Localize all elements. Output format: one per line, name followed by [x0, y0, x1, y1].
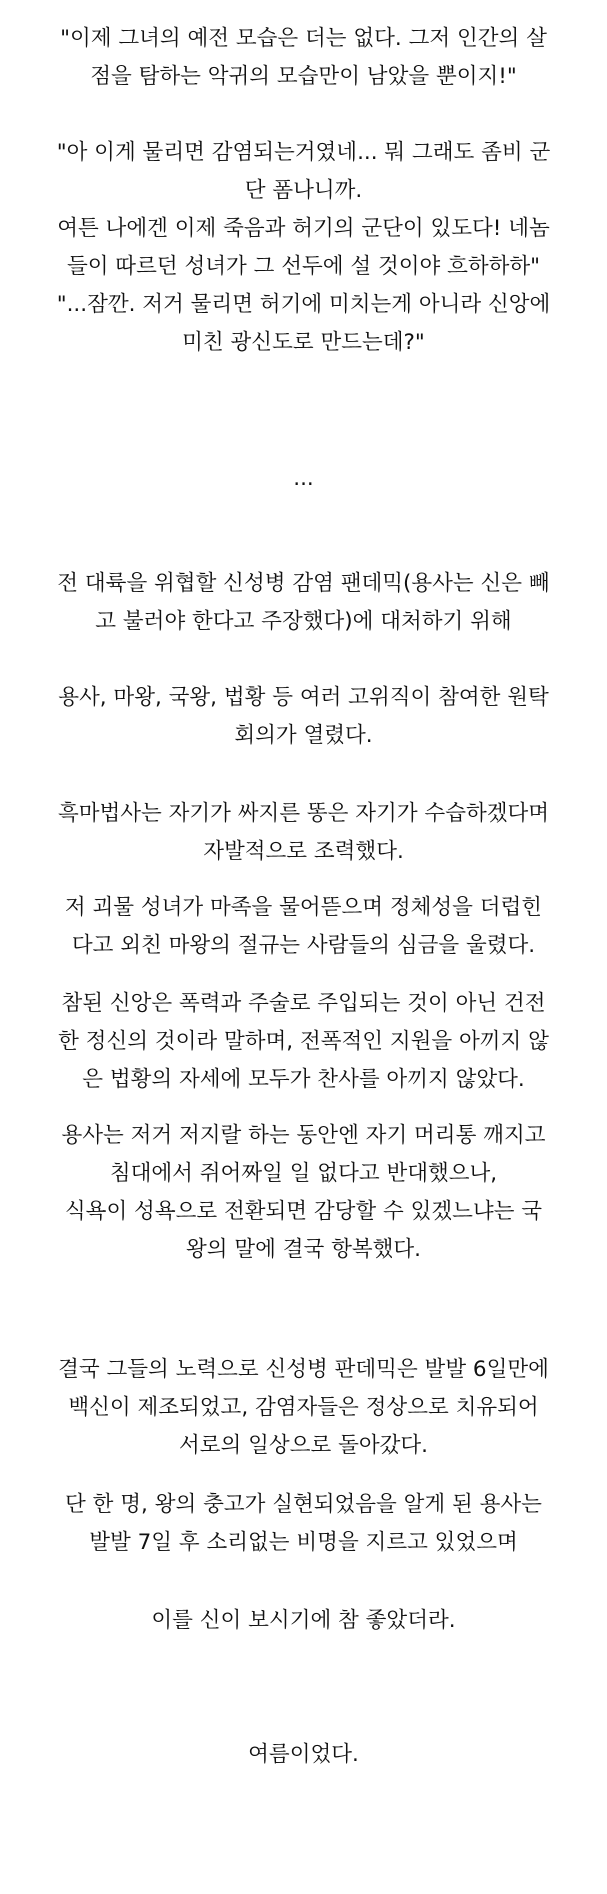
text-line: 고 불러야 한다고 주장했다)에 대처하기 위해 [95, 609, 512, 634]
paragraph-demon-speech [14, 20, 593, 96]
paragraph-zombie-army [14, 134, 593, 210]
text-line: 자발적으로 조력했다. [203, 839, 404, 864]
text-line: 침대에서 쥐어짜일 일 없다고 반대했으나, [109, 1161, 498, 1186]
text-line: 이를 신이 보시기에 참 좋았더라. [151, 1608, 456, 1633]
text-line: "...잠깐. 저거 물리면 허기에 미치는게 아니라 신앙에 [56, 292, 551, 317]
text-line: 용사, 마왕, 국왕, 법황 등 여러 고위직이 참여한 원탁 [58, 685, 549, 710]
text-line: 여튼 나에겐 이제 죽음과 허기의 군단이 있도다! 네놈 [57, 216, 550, 241]
text-line: 백신이 제조되었고, 감염자들은 정상으로 치유되어 [68, 1395, 539, 1420]
text-line: "아 이게 물리면 감염되는거였네... 뭐 그래도 좀비 군 [56, 140, 551, 165]
paragraph-pandemic-intro [14, 565, 593, 641]
text-line: 저 괴물 성녀가 마족을 물어뜯으며 정체성을 더럽힌 [64, 895, 543, 920]
text-line: 여름이었다. [248, 1742, 359, 1767]
text-line: 한 정신의 것이라 말하며, 전폭적인 지원을 아끼지 않 [58, 1029, 549, 1054]
paragraph-round-table [14, 679, 593, 755]
text-line: 용사는 저거 저지랄 하는 동안엔 자기 머리통 깨지고 [61, 1123, 546, 1148]
text-line: 회의가 열렸다. [234, 723, 373, 748]
text-line: 발발 7일 후 소리없는 비명을 지르고 있었으며 [89, 1530, 518, 1555]
text-line: 다고 외친 마왕의 절규는 사람들의 심금을 울렸다. [71, 933, 536, 958]
paragraph-god-pleased [14, 1602, 593, 1640]
text-line: "이제 그녀의 예전 모습은 더는 없다. 그저 인간의 살 [60, 26, 547, 51]
paragraph-ellipsis [14, 460, 593, 498]
paragraph-hero-objection [14, 1117, 593, 1193]
text-line: 서로의 일상으로 돌아갔다. [179, 1433, 428, 1458]
text-line: 단 한 명, 왕의 충고가 실현되었음을 알게 된 용사는 [65, 1492, 542, 1517]
paragraph-king-persuasion [14, 1193, 593, 1269]
paragraph-pope [14, 985, 593, 1099]
paragraph-vaccine [14, 1351, 593, 1465]
text-line: 흑마법사는 자기가 싸지른 똥은 자기가 수습하겠다며 [57, 801, 550, 826]
text-line: 식욕이 성욕으로 전환되면 감당할 수 있겠느냐는 국 [64, 1199, 543, 1224]
paragraph-wait-realization [14, 286, 593, 362]
text-line: ... [293, 466, 314, 491]
text-line: 전 대륙을 위협할 신성병 감염 팬데믹(용사는 신은 빼 [57, 571, 550, 596]
paragraph-hero-fate [14, 1486, 593, 1562]
paragraph-summer [14, 1736, 593, 1774]
paragraph-dark-mage [14, 795, 593, 871]
text-line: 단 폼나니까. [244, 178, 363, 203]
text-line: 결국 그들의 노력으로 신성병 판데믹은 발발 6일만에 [58, 1357, 549, 1382]
paragraph-legion-boast [14, 210, 593, 286]
text-line: 미친 광신도로 만드는데?" [182, 330, 425, 355]
text-line: 은 법황의 자세에 모두가 찬사를 아끼지 않았다. [82, 1067, 525, 1092]
text-line: 왕의 말에 결국 항복했다. [185, 1237, 422, 1262]
text-line: 참된 신앙은 폭력과 주술로 주입되는 것이 아닌 건전 [61, 991, 546, 1016]
text-line: 점을 탐하는 악귀의 모습만이 남았을 뿐이지!" [90, 64, 517, 89]
paragraph-demon-king [14, 889, 593, 965]
text-line: 들이 따르던 성녀가 그 선두에 설 것이야 흐하하하" [66, 254, 541, 279]
